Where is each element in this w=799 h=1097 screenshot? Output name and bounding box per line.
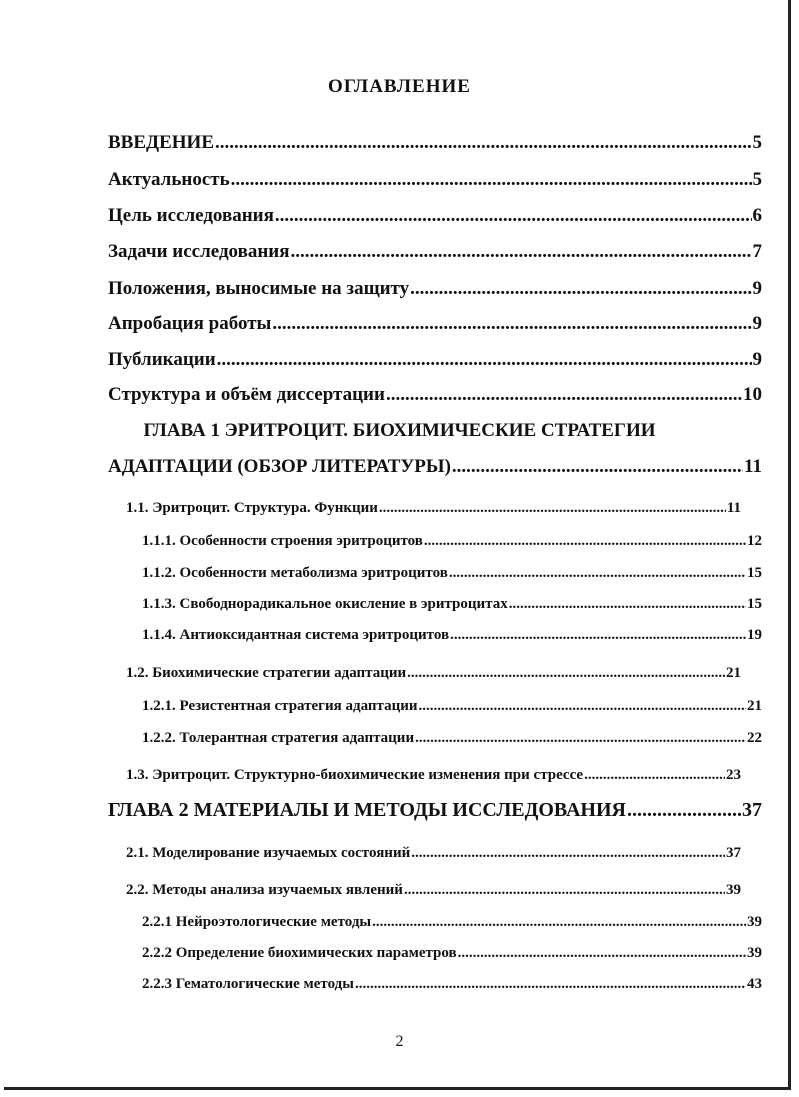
toc-entry-chapter-1[interactable] <box>108 456 762 478</box>
toc-title: ОГЛАВЛЕНИЕ <box>328 76 471 97</box>
toc-entry-1-3[interactable] <box>126 767 741 784</box>
toc-leader-dots <box>415 730 746 747</box>
toc-leader-dots <box>379 500 726 517</box>
chapter-1-title[interactable]: ГЛАВА 1 ЭРИТРОЦИТ. БИОХИМИЧЕСКИЕ СТРАТЕГИИ <box>143 420 656 441</box>
toc-entry-label: 1.1. Эритроцит. Структура. Функции <box>126 500 378 516</box>
toc-entry-page: 11 <box>726 500 741 516</box>
toc-leader-dots <box>407 665 725 682</box>
toc-entry-structure[interactable] <box>108 384 762 406</box>
toc-entry-label: 1.1.2. Особенности метаболизма эритроцитов <box>142 565 448 581</box>
toc-leader-dots <box>509 596 746 613</box>
toc-entry-label: 1.1.1. Особенности строения эритроцитов <box>142 533 423 549</box>
toc-entry-label: Апробация работы <box>108 313 272 334</box>
toc-entry-page: 19 <box>747 627 762 643</box>
toc-entry-page: 7 <box>752 241 762 262</box>
toc-leader-dots <box>272 313 751 335</box>
toc-entry-label: 2.2. Методы анализа изучаемых явлений <box>126 882 403 898</box>
toc-entry-label: Задачи исследования <box>108 241 290 262</box>
toc-leader-dots <box>584 767 725 784</box>
toc-entry-2-2-3[interactable] <box>142 976 762 993</box>
toc-leader-dots <box>419 698 746 715</box>
toc-entry-1-1[interactable] <box>126 500 741 517</box>
toc-entry-label: Цель исследования <box>108 205 274 226</box>
toc-entry-1-1-1[interactable] <box>142 533 762 550</box>
page-number: 2 <box>395 1033 404 1050</box>
toc-entry-page: 5 <box>752 169 762 190</box>
toc-entry-2-2[interactable] <box>126 882 741 899</box>
toc-entry-page: 9 <box>752 278 762 299</box>
toc-entry-page: 23 <box>726 767 741 783</box>
toc-entry-label: Актуальность <box>108 169 230 190</box>
toc-leader-dots <box>215 132 752 154</box>
toc-leader-dots <box>386 384 742 406</box>
toc-entry-page: 37 <box>726 845 741 861</box>
toc-entry-page: 11 <box>744 456 762 477</box>
toc-leader-dots <box>217 349 752 371</box>
toc-entry-page: 10 <box>743 384 762 405</box>
toc-entry-chapter-2[interactable] <box>108 799 762 822</box>
toc-entry-label: 2.2.1 Нейроэтологические методы <box>142 914 372 930</box>
toc-entry-page: 39 <box>747 914 762 930</box>
toc-entry-publications[interactable] <box>108 349 762 371</box>
toc-entry-label: 2.2.2 Определение биохимических параметров <box>142 945 457 961</box>
toc-entry-label: ВВЕДЕНИЕ <box>108 132 214 153</box>
toc-entry-page: 5 <box>752 132 762 153</box>
toc-entry-page: 15 <box>747 596 762 612</box>
toc-entry-page: 39 <box>726 882 741 898</box>
toc-entry-page: 15 <box>747 565 762 581</box>
toc-entry-research-tasks[interactable] <box>108 241 762 263</box>
toc-leader-dots <box>452 456 743 478</box>
toc-entry-defense-provisions[interactable] <box>108 278 762 300</box>
toc-entry-label: 1.2.1. Резистентная стратегия адаптации <box>142 698 418 714</box>
toc-entry-1-2-2[interactable] <box>142 730 762 747</box>
toc-leader-dots <box>410 278 751 300</box>
toc-entry-page: 43 <box>747 976 762 992</box>
toc-entry-1-2[interactable] <box>126 665 741 682</box>
toc-entry-label: 1.2.2. Толерантная стратегия адаптации <box>142 730 415 746</box>
toc-entry-relevance[interactable] <box>108 169 762 191</box>
toc-entry-page: 21 <box>747 698 762 714</box>
toc-entry-2-2-2[interactable] <box>142 945 762 962</box>
toc-entry-1-1-2[interactable] <box>142 565 762 582</box>
toc-entry-page: 21 <box>726 665 741 681</box>
toc-leader-dots <box>450 627 746 644</box>
toc-entry-2-1[interactable] <box>126 845 741 862</box>
toc-leader-dots <box>355 976 746 993</box>
toc-entry-2-2-1[interactable] <box>142 914 762 931</box>
toc-entry-label: Положения, выносимые на защиту <box>108 278 410 299</box>
toc-leader-dots <box>231 169 752 191</box>
toc-entry-label: ГЛАВА 2 МАТЕРИАЛЫ И МЕТОДЫ ИССЛЕДОВАНИЯ <box>108 799 626 821</box>
toc-entry-label: 1.3. Эритроцит. Структурно-биохимические изменения при стрессе <box>126 767 584 783</box>
toc-entry-page: 9 <box>752 349 762 370</box>
toc-leader-dots <box>627 799 741 822</box>
toc-entry-page: 6 <box>752 205 762 226</box>
toc-leader-dots <box>291 241 752 263</box>
toc-entry-label: 2.2.3 Гематологические методы <box>142 976 354 992</box>
toc-entry-label: 1.1.4. Антиоксидантная система эритроцитов <box>142 627 450 643</box>
toc-entry-1-1-4[interactable] <box>142 627 762 644</box>
toc-entry-page: 12 <box>747 533 762 549</box>
toc-entry-label: 2.1. Моделирование изучаемых состояний <box>126 845 411 861</box>
toc-entry-1-1-3[interactable] <box>142 596 762 613</box>
toc-leader-dots <box>458 945 746 962</box>
toc-entry-approbation[interactable] <box>108 313 762 335</box>
toc-entry-research-goal[interactable] <box>108 205 762 227</box>
toc-entry-label: Публикации <box>108 349 216 370</box>
toc-entry-label: Структура и объём диссертации <box>108 384 385 405</box>
toc-entry-page: 37 <box>742 799 762 821</box>
toc-entry-label: АДАПТАЦИИ (ОБЗОР ЛИТЕРАТУРЫ) <box>108 456 451 477</box>
toc-leader-dots <box>449 565 746 582</box>
toc-leader-dots <box>411 845 725 862</box>
toc-entry-label: 1.1.3. Свободнорадикальное окисление в эритроцитах <box>142 596 508 612</box>
toc-leader-dots <box>275 205 752 227</box>
toc-leader-dots <box>404 882 725 899</box>
toc-leader-dots <box>424 533 746 550</box>
toc-entry-page: 9 <box>752 313 762 334</box>
toc-entry-label: 1.2. Биохимические стратегии адаптации <box>126 665 407 681</box>
toc-entry-page: 39 <box>747 945 762 961</box>
toc-leader-dots <box>372 914 746 931</box>
toc-entry-page: 22 <box>747 730 762 746</box>
toc-entry-1-2-1[interactable] <box>142 698 762 715</box>
toc-entry-introduction[interactable] <box>108 132 762 154</box>
